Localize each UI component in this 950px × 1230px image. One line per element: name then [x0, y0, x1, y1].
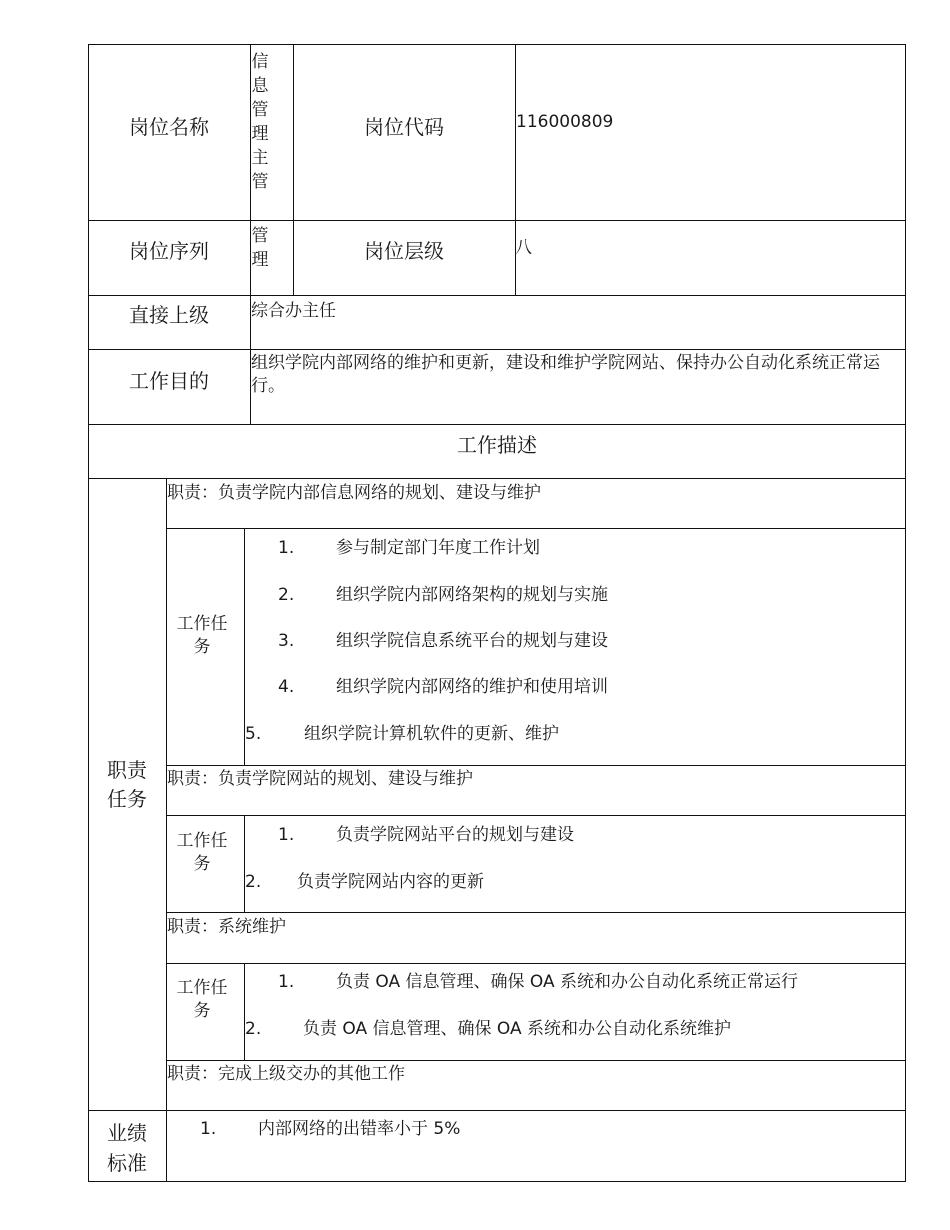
supervisor-label: 直接上级: [129, 303, 209, 327]
purpose-value: 组织学院内部网络的维护和更新，建设和维护学院网站、保持办公自动化系统正常运行。: [251, 353, 880, 396]
position-level-label: 岗位层级: [364, 239, 444, 263]
task-number: 4.: [278, 677, 295, 697]
task-text: 参与制定部门年度工作计划: [336, 538, 540, 558]
position-series-value: 管理: [251, 226, 269, 270]
task-text: 组织学院计算机软件的更新、维护: [304, 724, 559, 744]
task-text: 组织学院信息系统平台的规划与建设: [336, 631, 608, 651]
section-title: 工作描述: [457, 433, 537, 457]
position-code-label: 岗位代码: [364, 115, 444, 139]
task-label: 工作任务: [176, 831, 228, 874]
task-text: 组织学院内部网络的维护和使用培训: [336, 677, 608, 697]
purpose-label: 工作目的: [129, 369, 209, 393]
position-name-value: 信息管理主管: [251, 52, 269, 192]
task-item: [245, 1014, 731, 1039]
supervisor-value: 综合办主任: [251, 301, 336, 321]
task-item: [278, 820, 574, 845]
task-item: [278, 533, 540, 558]
task-text: 负责学院网站内容的更新: [297, 872, 484, 892]
duties-label: 职责任务: [107, 758, 147, 811]
task-item: [245, 867, 484, 892]
position-level-value: 八: [515, 238, 532, 258]
task-text: 组织学院内部网络架构的规划与实施: [336, 585, 608, 605]
task-text: 负责学院网站平台的规划与建设: [336, 825, 574, 845]
duty-title: 职责：完成上级交办的其他工作: [167, 1064, 405, 1084]
performance-number: 1.: [200, 1119, 217, 1139]
duty-title: 职责：负责学院网站的规划、建设与维护: [167, 769, 473, 789]
task-label: 工作任务: [176, 614, 228, 657]
performance-item: [200, 1114, 460, 1139]
position-series-label: 岗位序列: [129, 239, 209, 263]
performance-text: 内部网络的出错率小于 5%: [258, 1119, 461, 1139]
duty-title: 职责：负责学院内部信息网络的规划、建设与维护: [167, 483, 541, 503]
task-number: 2.: [278, 585, 295, 605]
position-code-value: 116000809: [516, 112, 614, 132]
task-number: 5.: [245, 724, 262, 744]
task-item: [278, 580, 608, 605]
task-number: 3.: [278, 631, 295, 651]
duty-title: 职责：系统维护: [167, 917, 286, 937]
task-item: [278, 626, 608, 651]
task-item: [278, 967, 798, 992]
task-text: 负责 OA 信息管理、确保 OA 系统和办公自动化系统维护: [303, 1019, 732, 1039]
performance-label: 业绩标准: [107, 1121, 147, 1175]
task-number: 2.: [245, 1019, 262, 1039]
task-item: [278, 672, 608, 697]
task-number: 1.: [278, 972, 295, 992]
task-number: 1.: [278, 538, 295, 558]
position-name-label: 岗位名称: [129, 115, 209, 139]
task-text: 负责 OA 信息管理、确保 OA 系统和办公自动化系统正常运行: [336, 972, 799, 992]
task-number: 1.: [278, 825, 295, 845]
task-number: 2.: [245, 872, 262, 892]
task-item: [245, 719, 559, 744]
task-label: 工作任务: [176, 978, 228, 1021]
